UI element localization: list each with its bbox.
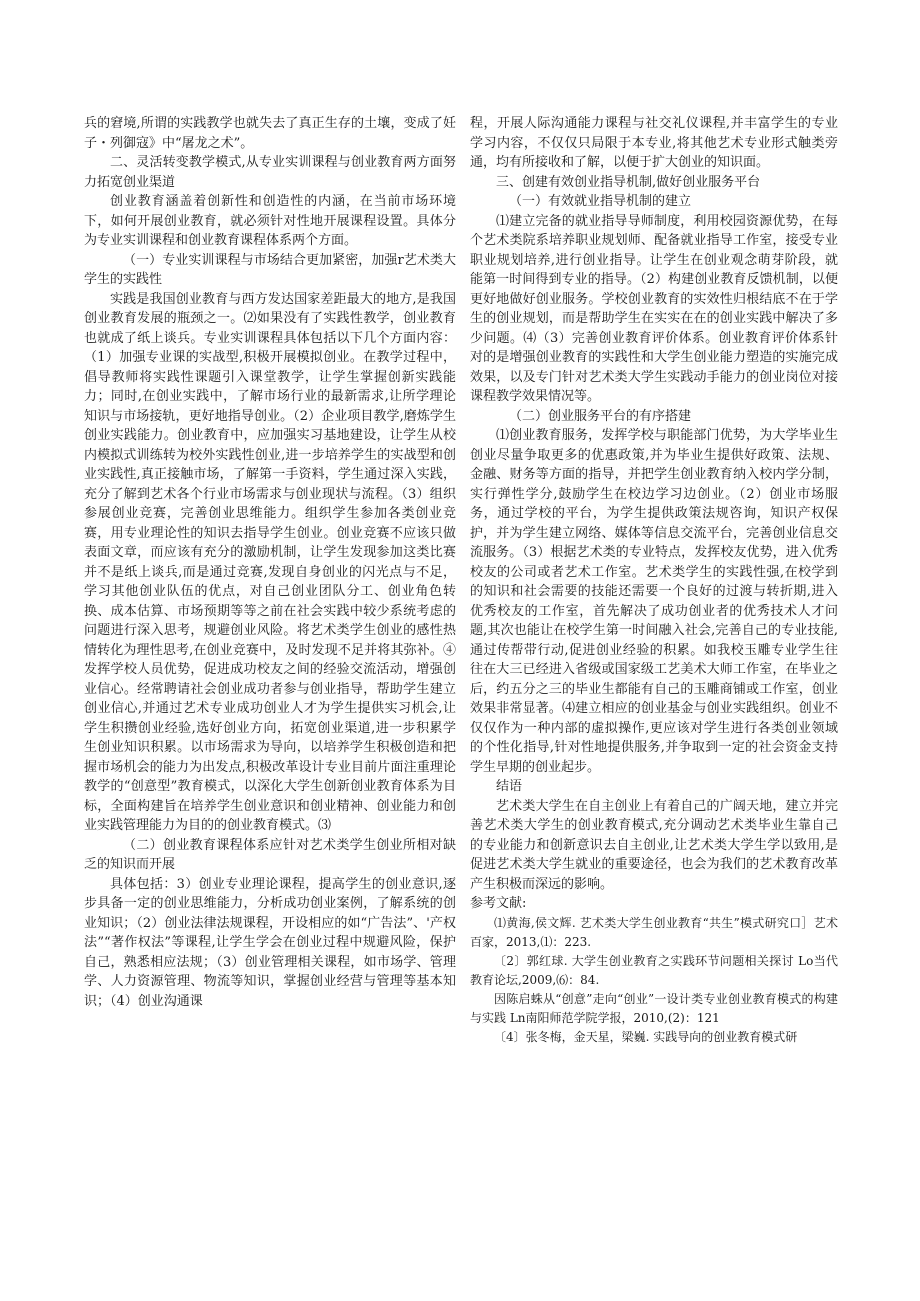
right-paragraph-9: ⑴黄海,侯文辉. 艺术类大学生创业教育“共生”模式研究口］艺术百家，2013,⑴：223. xyxy=(470,915,838,949)
right-column xyxy=(470,114,838,1047)
right-paragraph-4: （二）创业服务平台的有序搭建 xyxy=(509,408,692,424)
left-paragraph-0: 兵的窘境,所谓的实践教学也就失去了真正生存的土壤，变成了妊子・列御寇》中“屠龙之术”。 xyxy=(84,116,456,151)
right-paragraph-5: ⑴创业教育服务，发挥学校与职能部门优势，为大学毕业生创业尽量争取更多的优惠政策,并为毕业生提供好政策、法规、金融、财务等方面的指导，并把学生创业教育纳入校内学分制，实行弹性学分,鼓励学生在校边学习边创业。（2）创业市场服务，通过学校的平台，为学生提供政策法规咨询，知识产权保护，并为学生建立网络、媒体等信息交流平台，完善创业信息交流服务。（3）根据艺术类的专业特点，发挥校友优势，进入优秀校友的公司或者艺术工作室。艺术类学生的实践性强,在校学到的知识和社会需要的技能还需要一个良好的过渡与转折期,进入优秀校友的工作室，首先解决了成功创业者的优秀技术人才问题,其次也能让在校学生第一时间融入社会,完善自己的专业技能,通过传帮带行动,促进创业经验的积累。如我校玉雕专业学生往往在大三已经进入省级或国家级工艺美术大师工作室，在毕业之后，约五分之三的毕业生都能有自己的玉雕商铺或工作室，创业效果非常显著。⑷建立相应的创业基金与创业实践组织。创业不仅仅作为一种内部的虚拟操作,更应该对学生进行各类创业领域的个性化指导,针对性地提供服务,并争取到一定的社会资金支持学生早期的创业起步。 xyxy=(470,428,838,775)
left-paragraph-4: 实践是我国创业教育与西方发达国家差距最大的地方,是我国创业教育发展的瓶颈之一。⑵如果没有了实践性教学，创业教育也就成了纸上谈兵。专业实训课程具体包括以下几个方面内容：（1）加强专业课的实战型,积极开展模拟创业。在教学过程中，倡导教师将实践性课题引入课堂教学，让学生掌握创新实践能力；同时,在创业实践中，了解市场行业的最新需求,让所学理论知识与市场接轨，更好地指导创业。（2）企业项目教学,磨炼学生创业实践能力。创业教育中，应加强实习基地建设，让学生从校内模拟式训练转为校外实践性创业,进一步培养学生的实战型和创业实践性,真正接触市场，了解第一手资料，学生通过深入实践，充分了解到艺术各个行业市场需求与创业现状与流程。（3）组织参展创业竞赛，完善创业思维能力。组织学生参加各类创业竞赛，用专业理论性的知识去指导学生创业。创业竞赛不应该只做表面文章，而应该有充分的激励机制，让学生发现参加这类比赛并不是纸上谈兵,而是通过竞赛,发现自身创业的闪光点与不足，学习其他创业队伍的优点，对自己创业团队分工、创业角色转换、成本估算、市场预期等等之前在社会实践中较少系统考虑的问题进行深入思考，规避创业风险。将艺术类学生创业的感性热情转化为理性思考,在创业竞赛中，及时发现不足并将其弥补。④发挥学校人员优势，促进成功校友之间的经验交流活动，增强创业信心。经常聘请社会创业成功者参与创业指导，帮助学生建立创业信心,并通过艺术专业成功创业人才为学生提供实习机会,让学生积攒创业经验,选好创业方向，拓宽创业渠道,进一步积累学生创业知识积累。以市场需求为导向，以培养学生积极创造和把握市场机会的能力为出发点,积极改革设计专业目前片面注重理论教学的“创意型”教育模式，以深化大学生创新创业教育体系为目标，全面构建旨在培养学生创业意识和创业精神、创业能力和创业实践管理能力为目的的创业教育模式。⑶ xyxy=(84,291,456,833)
right-paragraph-10: 〔2〕郭红球. 大学生创业教育之实践环节问题相关探讨 Lo当代教育论坛,2009,⑹：84. xyxy=(470,953,838,987)
right-paragraph-8: 参考文献: xyxy=(470,896,527,911)
left-paragraph-5: （二）创业教育课程体系应针对艺术类学生创业所相对缺乏的知识而开展 xyxy=(84,837,456,872)
left-paragraph-6: 具体包括：3）创业专业理论课程，提高学生的创业意识,逐步具备一定的创业思维能力，分析成功创业案例，了解系统的创业知识；（2）创业法律法规课程，开设相应的如“广告法”、'产权法”“著作权法”等课程,让学生学会在创业过程中规避风险，保护自己，熟悉相应法规；（3）创业管理相关课程，如市场学、管理学、人力资源管理、物流等知识，掌握创业经营与管理等基本知识；（4）创业沟通课 xyxy=(84,876,456,1009)
right-paragraph-1: 三、创建有效创业指导机制,做好创业服务平台 xyxy=(496,174,761,190)
left-paragraph-2: 创业教育涵盖着创新性和创造性的内涵，在当前市场环境下，如何开展创业教育，就必须针对性地开展课程设置。具体分为专业实训课程和创业教育课程体系两个方面。 xyxy=(84,194,456,248)
right-paragraph-7: 艺术类大学生在自主创业上有着自己的广阔天地，建立并完善艺术类大学生的创业教育模式,充分调动艺术类毕业生靠自己的专业能力和创新意识去自主创业,让艺术类大学生学以致用,是促进艺术类大学生就业的重要途径，也会为我们的艺术教育改革产生积极而深远的影响。 xyxy=(470,798,838,892)
right-paragraph-12: 〔4〕张冬梅，金天星，梁巍. 实践导向的创业教育模式研 xyxy=(494,1029,798,1044)
right-paragraph-11: 因陈启蛛从“创意”走向“创业”一设计类专业创业教育模式的构建与实践 Ln南阳师范学院学报，2010,(2)：121 xyxy=(470,991,838,1025)
right-paragraph-3: ⑴建立完备的就业指导导师制度，利用校园资源优势，在每个艺术类院系培养职业规划师、配备就业指导工作室，接受专业职业规划培养,进行创业指导。让学生在创业观念萌芽阶段，就能第一时间得到专业的指导。（2）构建创业教育反馈机制，以便更好地做好创业服务。学校创业教育的实效性归根结底不在于学生的创业规划，而是帮助学生在实实在在的创业实践中解决了多少问题。⑷（3）完善创业教育评价体系。创业教育评价体系针对的是增强创业教育的实践性和大学生创业能力塑造的实施完成效果，以及专门针对艺术类大学生实践动手能力的创业岗位对接课程教学效果情况等。 xyxy=(470,213,838,404)
right-paragraph-6: 结语 xyxy=(496,779,523,794)
left-paragraph-3: （一）专业实训课程与市场结合更加紧密，加强r艺术类大学生的实践性 xyxy=(84,252,456,287)
right-paragraph-2: （一）有效就业指导机制的建立 xyxy=(509,194,692,209)
left-column xyxy=(84,114,456,1011)
left-paragraph-1: 二、灵活转变教学模式,从专业实训课程与创业教育两方面努力拓宽创业渠道 xyxy=(84,155,456,190)
right-paragraph-0: 程，开展人际沟通能力课程与社交礼仪课程,并丰富学生的专业学习内容，不仅仅只局限于本专业,将其他艺术专业形式触类旁通，均有所接收和了解，以便于扩大创业的知识面。 xyxy=(470,116,838,170)
